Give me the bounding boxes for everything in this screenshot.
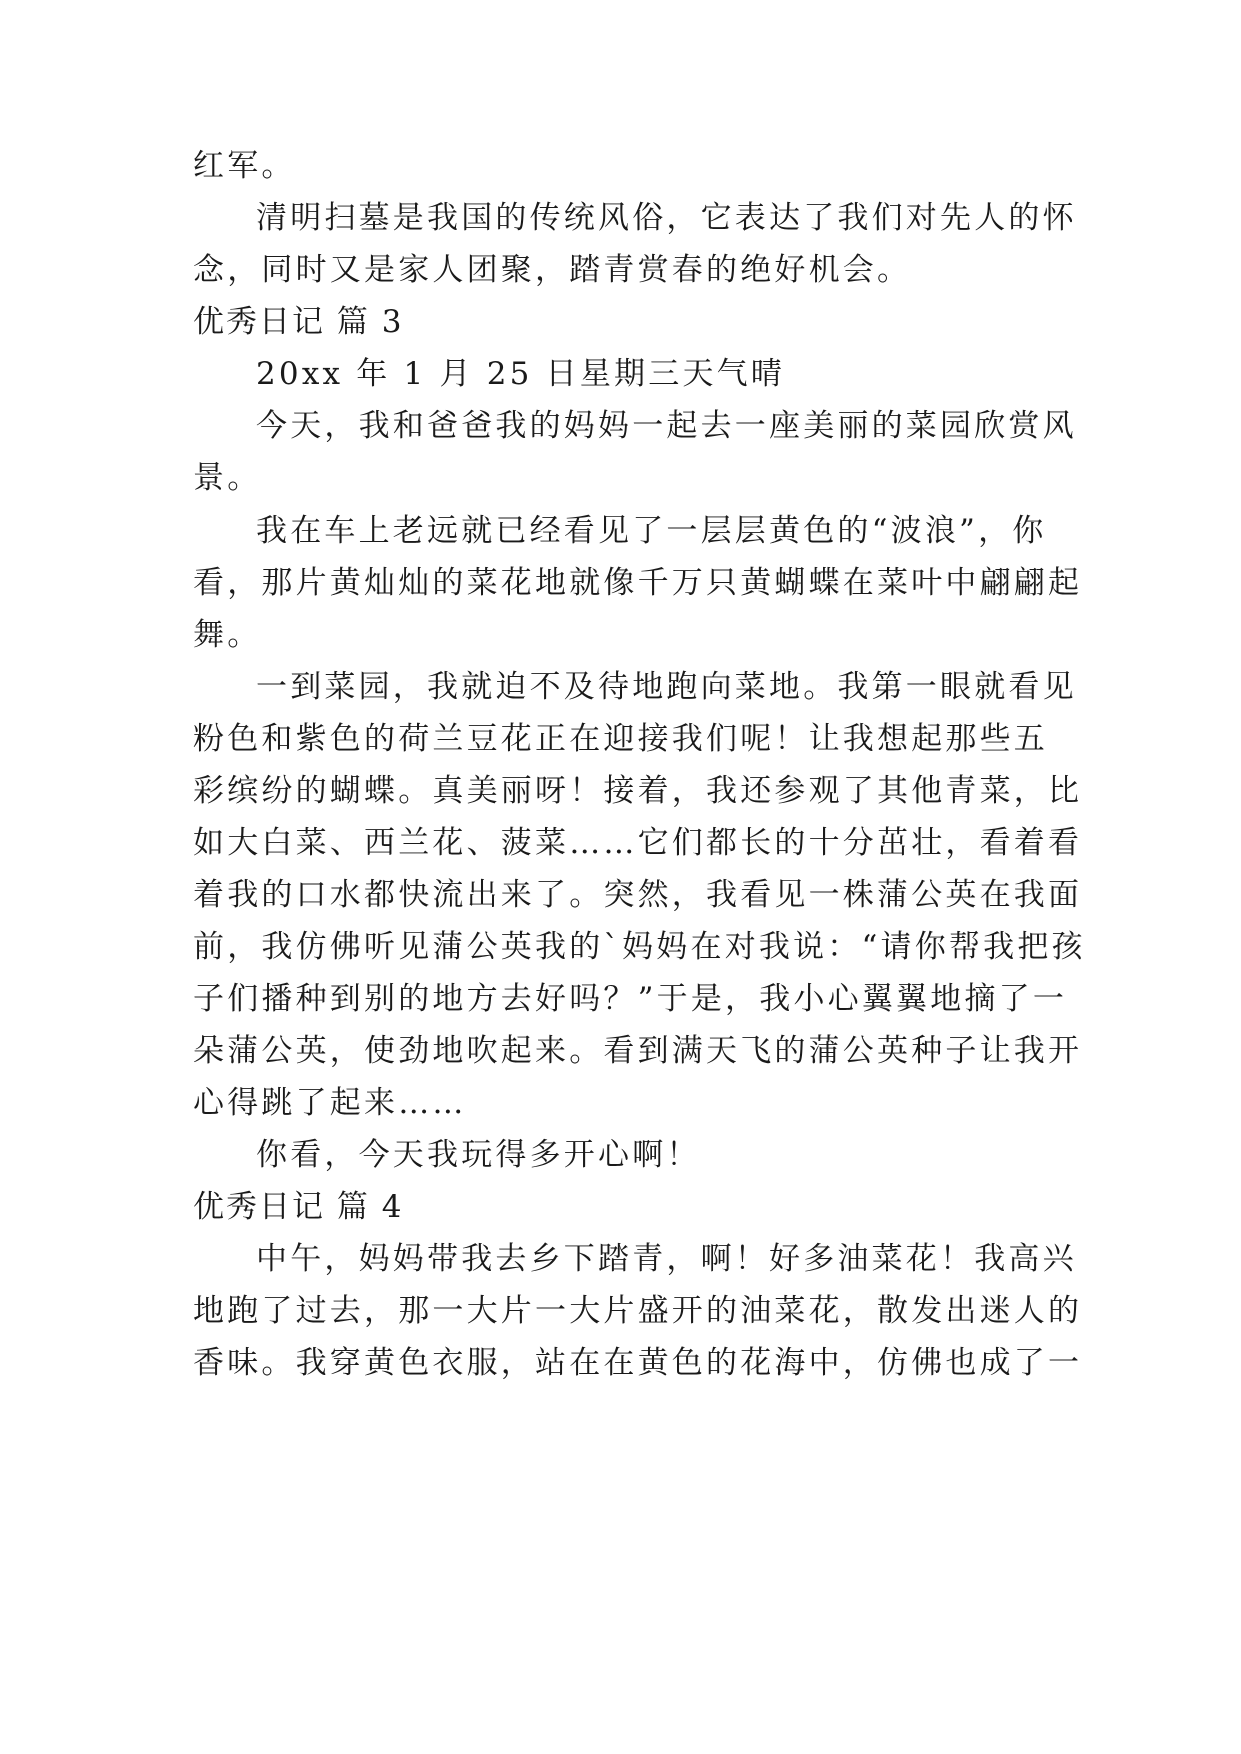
paragraph-line: 前，我仿佛听见蒲公英我的`妈妈在对我说：“请你帮我把孩: [193, 929, 1086, 965]
paragraph-line: 如大白菜、西兰花、菠菜……它们都长的十分茁壮，看着看: [193, 825, 1083, 861]
paragraph-line: 彩缤纷的蝴蝶。真美丽呀！接着，我还参观了其他青菜，比: [193, 773, 1083, 809]
paragraph-line: 今天，我和爸爸我的妈妈一起去一座美丽的菜园欣赏风: [256, 408, 1077, 444]
paragraph-line: 朵蒲公英，使劲地吹起来。看到满天飞的蒲公英种子让我开: [193, 1033, 1083, 1069]
paragraph-line: 清明扫墓是我国的传统风俗，它表达了我们对先人的怀: [256, 200, 1077, 236]
paragraph-line: 景。: [193, 460, 262, 496]
paragraph-line: 心得跳了起来……: [193, 1085, 467, 1121]
paragraph-line: 红军。: [193, 148, 296, 184]
paragraph-line: 一到菜园，我就迫不及待地跑向菜地。我第一眼就看见: [256, 669, 1077, 705]
section-heading: 优秀日记 篇 3: [193, 304, 404, 340]
paragraph-line: 你看，今天我玩得多开心啊！: [256, 1137, 701, 1173]
paragraph-line: 香味。我穿黄色衣服，站在在黄色的花海中，仿佛也成了一: [193, 1345, 1083, 1381]
paragraph-line: 念，同时又是家人团聚，踏青赏春的绝好机会。: [193, 252, 912, 288]
paragraph-line: 着我的口水都快流出来了。突然，我看见一株蒲公英在我面: [193, 877, 1083, 913]
paragraph-line: 地跑了过去，那一大片一大片盛开的油菜花，散发出迷人的: [193, 1293, 1083, 1329]
date-line: 20xx 年 1 月 25 日星期三天气晴: [256, 356, 786, 392]
paragraph-line: 我在车上老远就已经看见了一层层黄色的“波浪”，你: [256, 513, 1047, 549]
paragraph-line: 子们播种到别的地方去好吗？”于是，我小心翼翼地摘了一: [193, 981, 1068, 1017]
paragraph-line: 粉色和紫色的荷兰豆花正在迎接我们呢！让我想起那些五: [193, 721, 1048, 757]
paragraph-line: 舞。: [193, 617, 262, 653]
paragraph-line: 中午，妈妈带我去乡下踏青，啊！好多油菜花！我高兴: [256, 1241, 1077, 1277]
paragraph-line: 看，那片黄灿灿的菜花地就像千万只黄蝴蝶在菜叶中翩翩起: [193, 565, 1083, 601]
section-heading: 优秀日记 篇 4: [193, 1189, 404, 1225]
